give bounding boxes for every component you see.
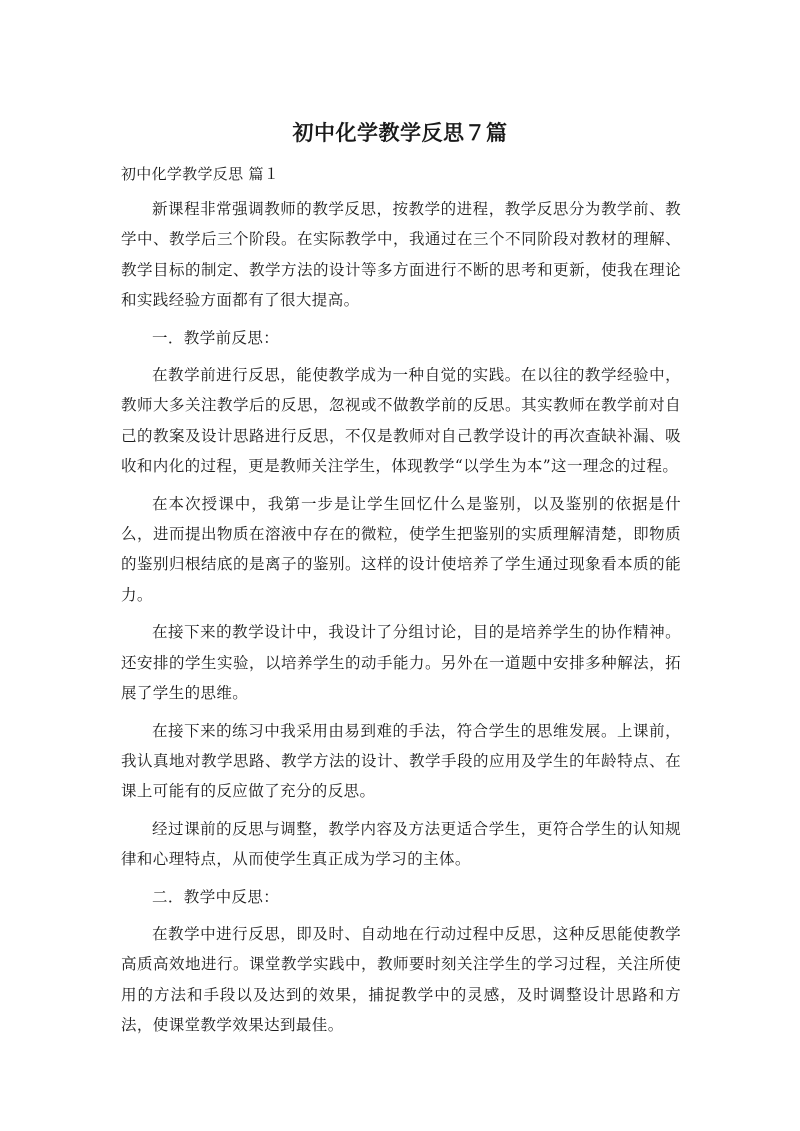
- document-title: 初中化学教学反思７篇: [292, 121, 508, 145]
- section-heading-during-class: 二．教学中反思：: [152, 887, 280, 906]
- paragraph-before-class-reflection: 在教学前进行反思，能使教学成为一种自觉的实践。在以往的教学经验中，教师大多关注教学后的反思，忽视或不做教学前的反思。其实教师在教学前对自己的教案及设计思路进行反思，不仅是教师对自己教学设计的再次查缺补漏、吸收和内化的过程，更是教师关注学生，体现教学“以学生为本”这一理念的过程。: [121, 366, 681, 476]
- paragraph-lesson-design: 在本次授课中，我第一步是让学生回忆什么是鉴别，以及鉴别的依据是什么，进而提出物质在溶液中存在的微粒，使学生把鉴别的实质理解清楚，即物质的鉴别归根结底的是离子的鉴别。这样的设计使培养了学生通过现象看本质的能力。: [121, 494, 681, 604]
- paragraph-adjustment: 经过课前的反思与调整，教学内容及方法更适合学生，更符合学生的认知规律和心理特点，从而使学生真正成为学习的主体。: [121, 819, 681, 869]
- document-body: [121, 194, 681, 1048]
- paragraph-intro: 新课程非常强调教师的教学反思，按教学的进程，教学反思分为教学前、教学中、教学后三个阶段。在实际教学中，我通过在三个不同阶段对教材的理解、教学目标的制定、教学方法的设计等多方面进行不断的思考和更新，使我在理论和实践经验方面都有了很大提高。: [121, 200, 681, 310]
- paragraph-exercises: 在接下来的练习中我采用由易到难的手法，符合学生的思维发展。上课前，我认真地对教学思路、教学方法的设计、教学手段的应用及学生的年龄特点、在课上可能有的反应做了充分的反思。: [121, 721, 681, 801]
- article-heading: 初中化学教学反思 篇１: [121, 165, 280, 183]
- section-heading-before-class: 一．教学前反思：: [152, 328, 280, 347]
- paragraph-group-discussion: 在接下来的教学设计中，我设计了分组讨论，目的是培养学生的协作精神。还安排的学生实验，以培养学生的动手能力。另外在一道题中安排多种解法，拓展了学生的思维。: [121, 623, 681, 703]
- paragraph-during-class-reflection: 在教学中进行反思，即及时、自动地在行动过程中反思，这种反思能使教学高质高效地进行。课堂教学实践中，教师要时刻关注学生的学习过程，关注所使用的方法和手段以及达到的效果，捕捉教学中的灵感，及时调整设计思路和方法，使课堂教学效果达到最佳。: [121, 924, 681, 1035]
